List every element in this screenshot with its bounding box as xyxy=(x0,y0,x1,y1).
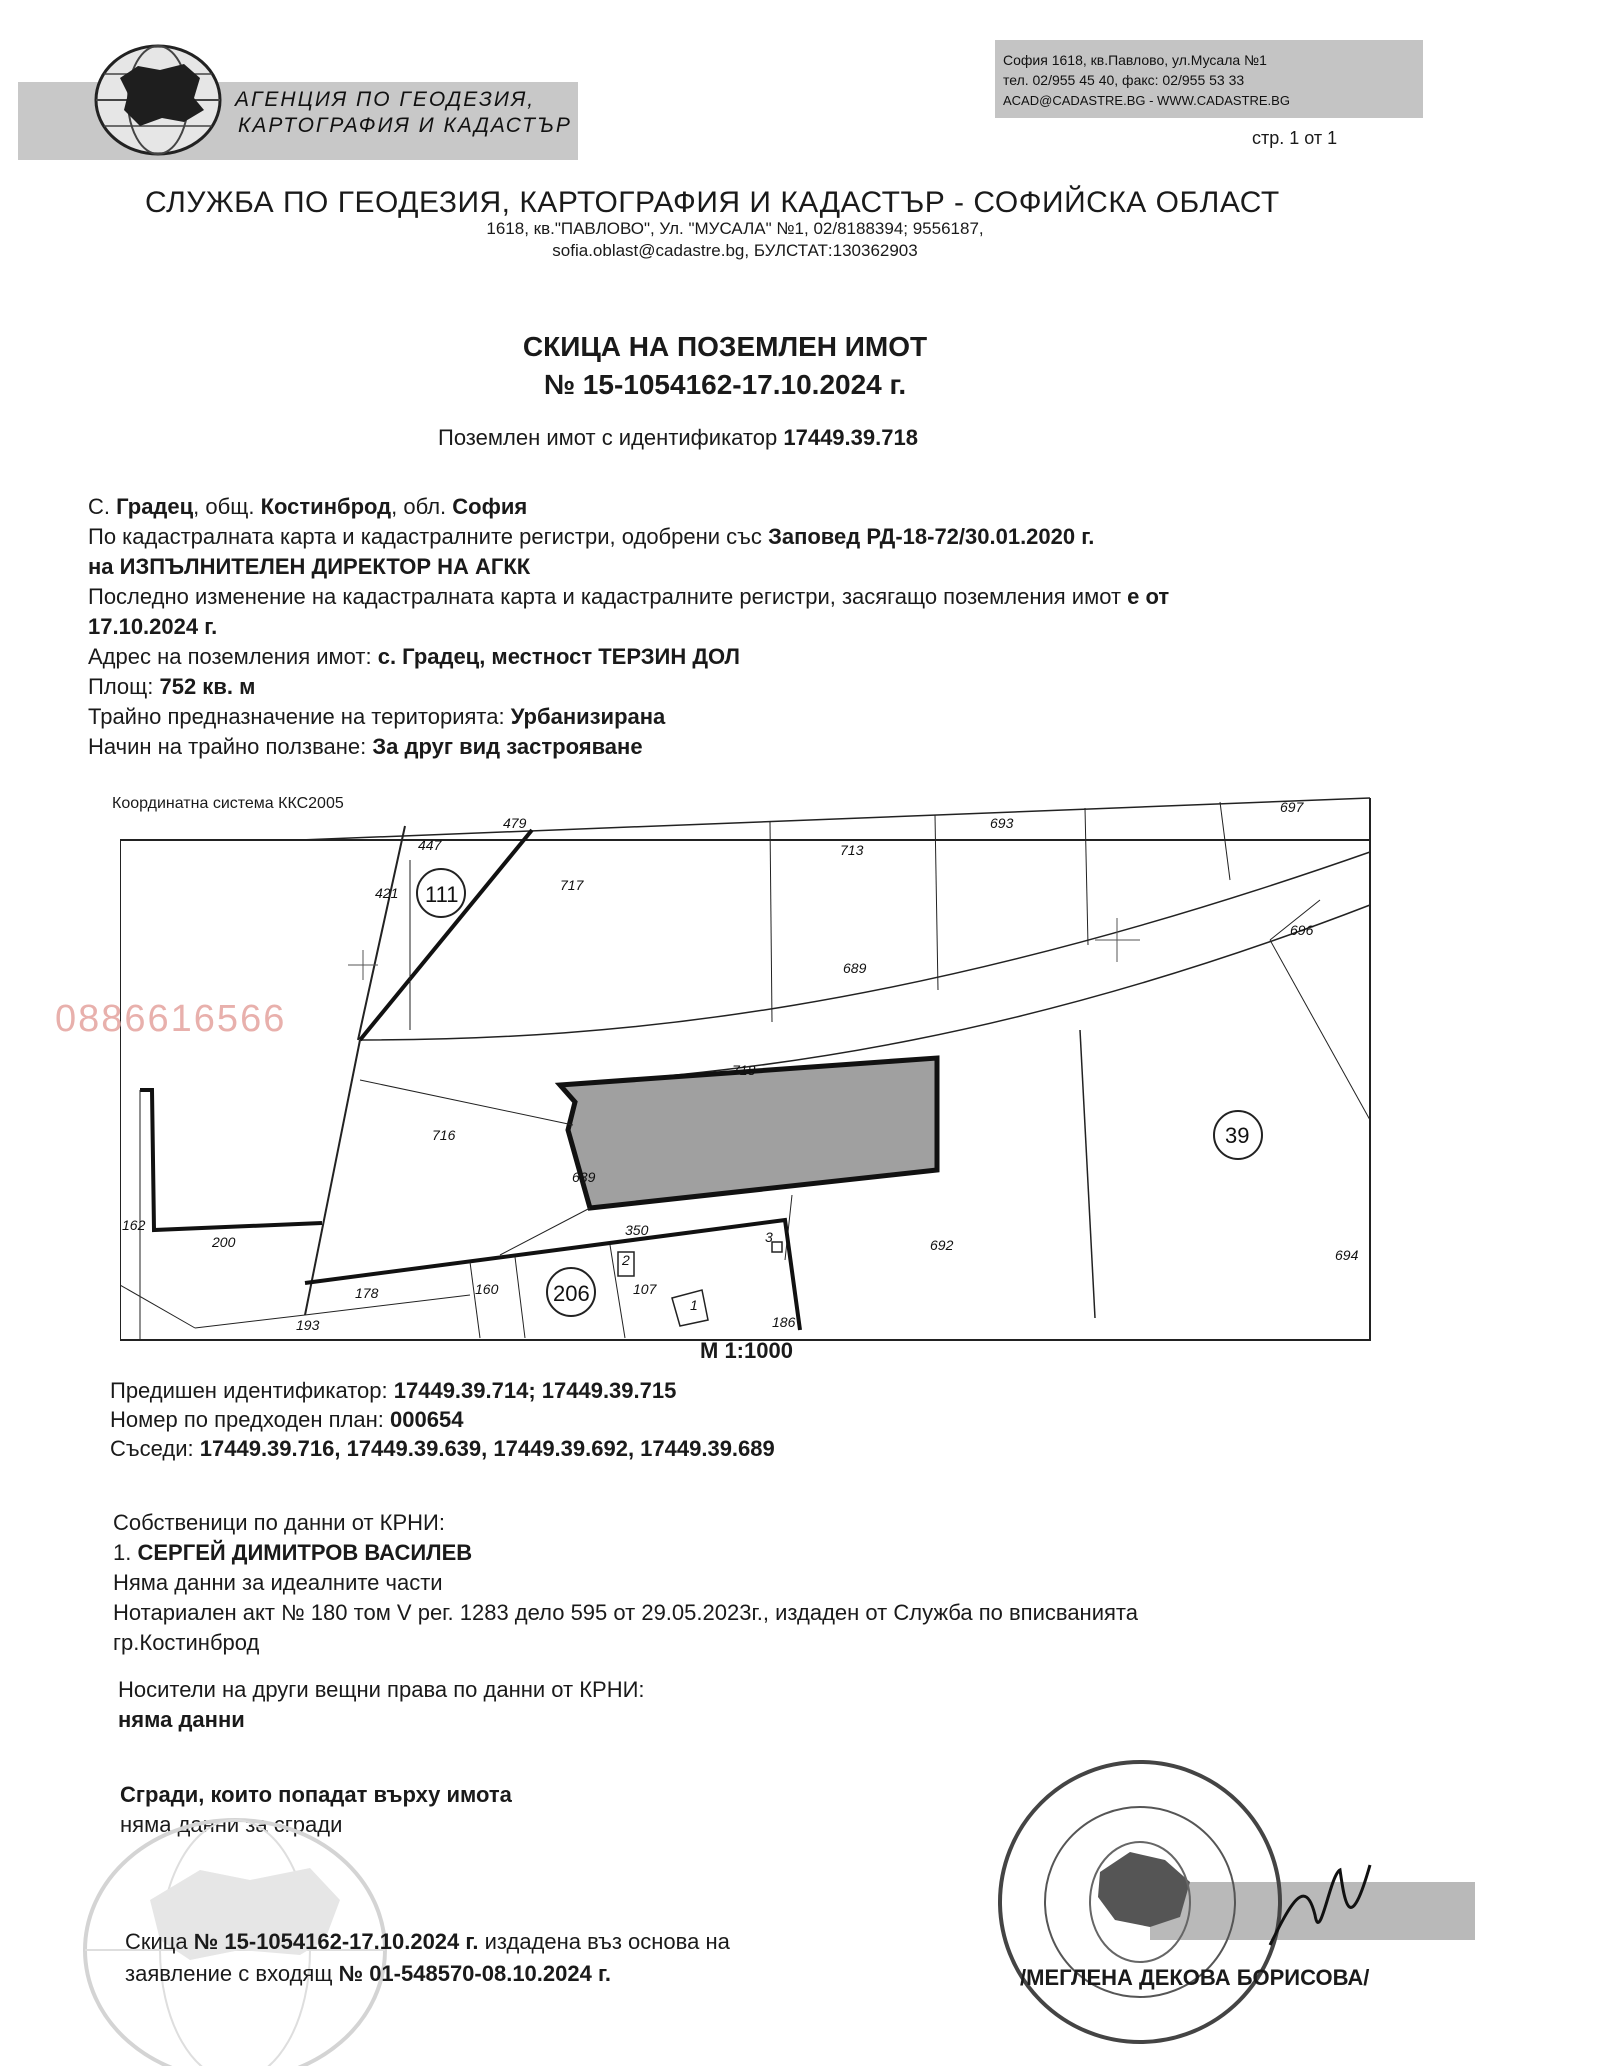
parcel-label: 479 xyxy=(503,815,527,831)
rights-heading: Носители на други вещни права по данни от КРНИ: xyxy=(118,1677,645,1702)
boundary-line xyxy=(1085,808,1088,945)
director-line: на ИЗПЪЛНИТЕЛЕН ДИРЕКТОР НА АГКК xyxy=(88,554,531,579)
map-frame-top-line xyxy=(300,798,1370,840)
office-title: СЛУЖБА ПО ГЕОДЕЗИЯ, КАРТОГРАФИЯ И КАДАСТЪР - СОФИЙСКА ОБЛАСТ xyxy=(145,186,1280,219)
rights-value: няма данни xyxy=(118,1707,245,1732)
boundary-line xyxy=(140,1090,322,1230)
office-address-line1: 1618, кв."ПАВЛОВО", Ул. "МУСАЛА" №1, 02/8188394; 9556187, xyxy=(486,219,984,238)
purpose-label: Трайно предназначение на територията: xyxy=(88,704,505,729)
boundary-line xyxy=(360,1080,573,1125)
village-prefix: С. xyxy=(88,494,110,519)
boundary-line xyxy=(515,1257,525,1338)
address-value: с. Градец, местност ТЕРЗИН ДОЛ xyxy=(377,644,740,669)
boundary-line xyxy=(195,1315,305,1328)
region-value: София xyxy=(452,494,528,519)
identifier-label: Поземлен имот с идентификатор xyxy=(438,425,778,450)
parcel-label: 694 xyxy=(1335,1247,1359,1263)
parcel-label: 3 xyxy=(765,1229,773,1245)
phone-watermark: 0886616566 xyxy=(55,998,287,1040)
parcel-label: 193 xyxy=(296,1317,320,1333)
boundary-line xyxy=(305,1295,470,1315)
neighbors-value: 17449.39.716, 17449.39.639, 17449.39.692, 17449.39.689 xyxy=(199,1436,775,1461)
signer-name: /МЕГЛЕНА ДЕКОВА БОРИСОВА/ xyxy=(1020,1965,1370,1990)
parcel-label: 639 xyxy=(572,1169,596,1185)
last-change-line xyxy=(88,582,1388,612)
office-address xyxy=(0,218,1470,262)
coordinate-system-label: Координатна система ККС2005 xyxy=(112,795,344,812)
parcel-label: 696 xyxy=(1290,922,1314,938)
address-label: Адрес на поземления имот: xyxy=(88,644,372,669)
area-value: 752 кв. м xyxy=(159,674,256,699)
parcel-label: 107 xyxy=(633,1281,657,1297)
order-text: По кадастралната карта и кадастралните регистри, одобрени със xyxy=(88,524,762,549)
owners-section xyxy=(113,1508,1138,1658)
owner-index: 1. xyxy=(113,1540,132,1565)
village-value: Градец xyxy=(116,494,194,519)
parcel-label: 447 xyxy=(418,837,442,853)
page-number: стр. 1 от 1 xyxy=(1252,128,1338,148)
rights-section xyxy=(118,1675,645,1735)
purpose-line xyxy=(88,702,1388,732)
owner-line xyxy=(113,1538,1138,1568)
parcel-label: 1 xyxy=(690,1297,698,1313)
application-line xyxy=(125,1958,730,1990)
agency-name-line2: КАРТОГРАФИЯ И КАДАСТЪР xyxy=(238,114,572,137)
property-details xyxy=(88,492,1388,762)
usage-value: За друг вид застрояване xyxy=(372,734,643,759)
municipality-prefix: , общ. xyxy=(193,494,255,519)
parcel-label: 160 xyxy=(475,1281,499,1297)
contact-email-web: ACAD@CADASTRE.BG - WWW.CADASTRE.BG xyxy=(1003,93,1290,108)
identifier-value: 17449.39.718 xyxy=(783,425,918,450)
application-text: заявление с входящ xyxy=(125,1961,333,1986)
municipality-value: Костинброд xyxy=(260,494,392,519)
boundary-line xyxy=(305,1040,360,1315)
document-number: № 15-1054162-17.10.2024 г. xyxy=(543,369,907,400)
plan-number-label: Номер по предходен план: xyxy=(110,1407,384,1432)
buildings-value: няма данни за сгради xyxy=(120,1812,343,1837)
usage-line xyxy=(88,732,1388,762)
parcel-label: 713 xyxy=(840,842,864,858)
contact-address: София 1618, кв.Павлово, ул.Мусала №1 xyxy=(1003,52,1267,68)
boundary-line xyxy=(935,815,938,990)
boundary-line xyxy=(360,830,532,1040)
parcel-label: 350 xyxy=(625,1222,649,1238)
sketch-prefix: Скица xyxy=(125,1929,188,1954)
contact-phone: тел. 02/955 45 40, факс: 02/955 53 33 xyxy=(1003,72,1245,88)
parcel-label: 2 xyxy=(622,1252,630,1268)
issued-text: издадена въз основа на xyxy=(484,1929,730,1954)
owner-name: СЕРГЕЙ ДИМИТРОВ ВАСИЛЕВ xyxy=(137,1540,473,1565)
boundary-line xyxy=(305,1220,800,1330)
agency-name-line1: АГЕНЦИЯ ПО ГЕОДЕЗИЯ, xyxy=(235,88,536,111)
order-value: Заповед РД-18-72/30.01.2020 г. xyxy=(768,524,1095,549)
last-change-date: 17.10.2024 г. xyxy=(88,614,218,639)
parcel-label: 186 xyxy=(772,1314,796,1330)
parcel-label: 718 xyxy=(732,1062,756,1078)
boundary-line xyxy=(1080,1030,1095,1318)
zone-206-label: 206 xyxy=(553,1281,590,1306)
location-line xyxy=(88,492,1388,522)
boundary-line xyxy=(120,1285,195,1328)
boundary-line xyxy=(358,826,405,1040)
previous-identifiers xyxy=(110,1376,775,1463)
identifier-line xyxy=(438,425,918,451)
sketch-footer xyxy=(125,1926,730,1990)
office-round-stamp-icon xyxy=(990,1752,1290,2052)
owners-heading: Собственици по данни от КРНИ: xyxy=(113,1510,445,1535)
document-title-line1: СКИЦА НА ПОЗЕМЛЕН ИМОТ xyxy=(522,331,928,362)
buildings-heading: Сгради, които попадат върху имота xyxy=(120,1782,512,1807)
region-prefix: , обл. xyxy=(391,494,447,519)
notary-deed-city: гр.Костинброд xyxy=(113,1630,260,1655)
parcel-label: 200 xyxy=(212,1234,236,1250)
parcel-label: 178 xyxy=(355,1285,379,1301)
zone-111-label: 111 xyxy=(425,882,459,907)
parcel-label: 692 xyxy=(930,1237,954,1253)
previous-id-value: 17449.39.714; 17449.39.715 xyxy=(393,1378,677,1403)
parcel-label: 162 xyxy=(122,1217,146,1233)
sketch-issued-line xyxy=(125,1926,730,1958)
notary-deed: Нотариален акт № 180 том V рег. 1283 дело 595 от 29.05.2023г., издаден от Служба по вписванията xyxy=(113,1600,1138,1625)
order-line xyxy=(88,522,1388,552)
last-change-value-prefix: е от xyxy=(1127,584,1170,609)
usage-label: Начин на трайно ползване: xyxy=(88,734,367,759)
boundary-line xyxy=(470,1262,480,1338)
area-line xyxy=(88,672,1388,702)
parcel-label: 693 xyxy=(990,815,1014,831)
sketch-number: № 15-1054162-17.10.2024 г. xyxy=(193,1929,479,1954)
neighbors-label: Съседи: xyxy=(110,1436,194,1461)
road-689 xyxy=(360,852,1370,1040)
parcel-label: 421 xyxy=(375,885,399,901)
parcel-718-shape xyxy=(560,1058,937,1208)
map-scale: М 1:1000 xyxy=(700,1338,793,1363)
road-689-lower xyxy=(560,905,1370,1085)
globe-logo-icon xyxy=(88,38,228,158)
previous-id-line xyxy=(110,1376,775,1405)
owner-shares: Няма данни за идеалните части xyxy=(113,1570,443,1595)
boundary-line xyxy=(1270,940,1370,1120)
purpose-value: Урбанизирана xyxy=(510,704,666,729)
parcel-label: 716 xyxy=(432,1127,456,1143)
office-address-line2: sofia.oblast@cadastre.bg, БУЛСТАТ:130362903 xyxy=(552,241,918,260)
area-label: Площ: xyxy=(88,674,154,699)
zone-39-label: 39 xyxy=(1225,1123,1250,1148)
plan-number-value: 000654 xyxy=(390,1407,464,1432)
cadastral-map xyxy=(120,790,1375,1350)
document-title xyxy=(0,328,1450,404)
neighbors-line xyxy=(110,1434,775,1463)
previous-id-label: Предишен идентификатор: xyxy=(110,1378,388,1403)
boundary-line xyxy=(770,822,772,1022)
plan-number-line xyxy=(110,1405,775,1434)
last-change-text: Последно изменение на кадастралната карта и кадастралните регистри, засягащо поземления имот xyxy=(88,584,1122,609)
address-line xyxy=(88,642,1388,672)
application-number: № 01-548570-08.10.2024 г. xyxy=(338,1961,612,1986)
building-3-shape xyxy=(772,1242,782,1252)
signature-scribble-icon xyxy=(1260,1855,1380,1965)
parcel-label: 697 xyxy=(1280,799,1304,815)
parcel-label: 689 xyxy=(843,960,867,976)
parcel-label: 717 xyxy=(560,877,584,893)
